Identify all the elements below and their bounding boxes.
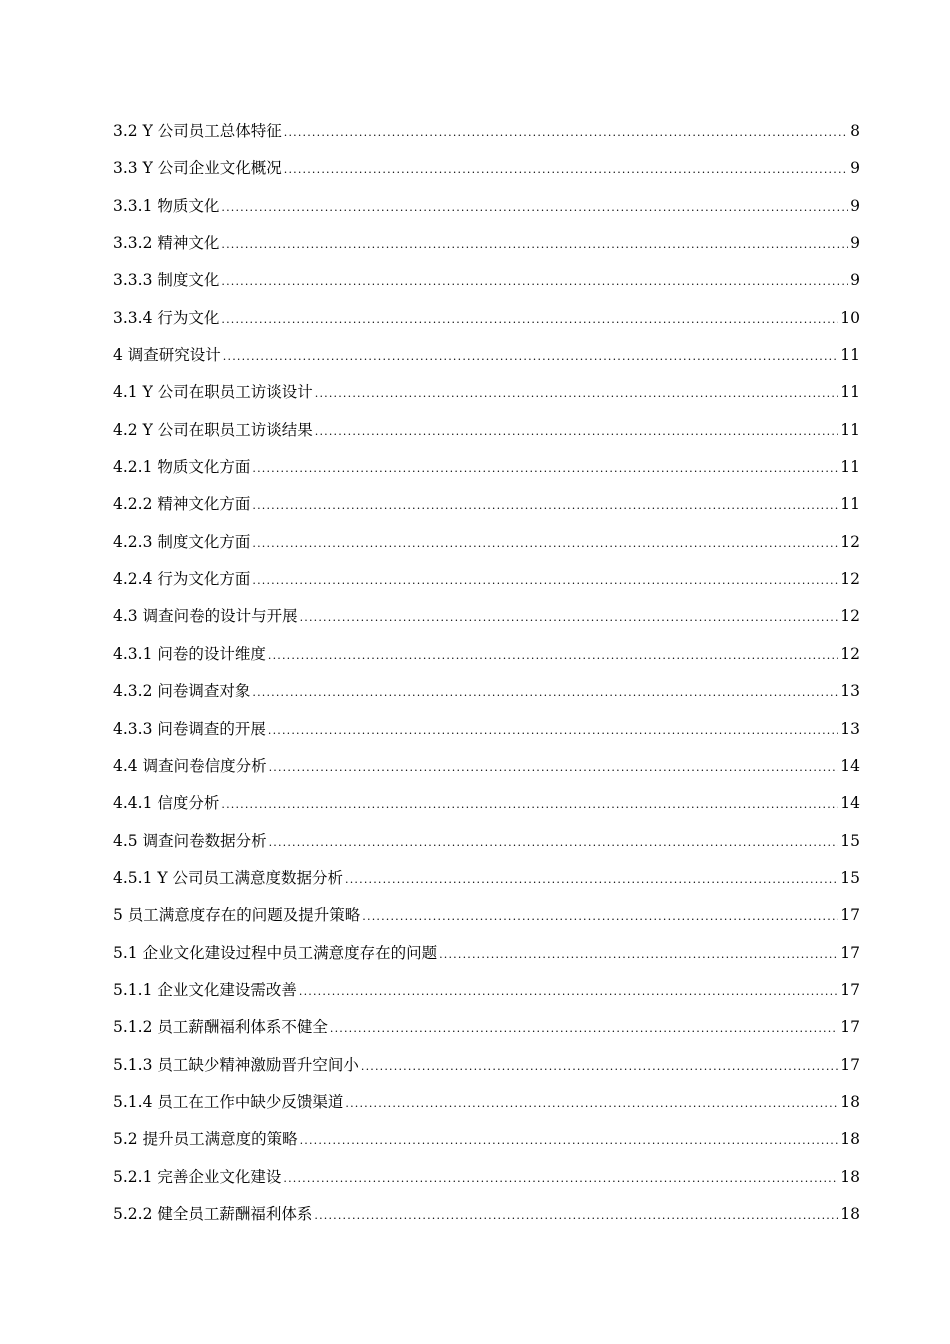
dot-leader	[221, 226, 848, 263]
dot-leader	[345, 1085, 838, 1122]
toc-entry-title: 4 调查研究设计	[113, 346, 221, 365]
toc-entry-title: 4.5.1 Y 公司员工满意度数据分析	[113, 868, 344, 887]
toc-entry-title: 4.5 调查问卷数据分析	[113, 831, 267, 850]
toc-entry[interactable]	[113, 150, 860, 187]
dot-leader	[269, 749, 839, 786]
toc-entry[interactable]	[113, 262, 860, 299]
toc-entry-page-number: 12	[840, 532, 860, 551]
toc-entry-page-number: 12	[840, 607, 860, 626]
dot-leader	[314, 1197, 838, 1234]
toc-entry-title: 5.1 企业文化建设过程中员工满意度存在的问题	[113, 943, 438, 962]
toc-entry[interactable]	[113, 860, 860, 897]
toc-entry-page-number: 12	[840, 644, 860, 663]
toc-entry[interactable]	[113, 225, 860, 262]
dot-leader	[252, 562, 838, 599]
toc-entry-page-number: 11	[840, 458, 860, 477]
toc-entry-page-number: 17	[840, 1018, 860, 1037]
toc-entry[interactable]	[113, 1159, 860, 1196]
toc-entry-page-number: 11	[840, 383, 860, 402]
toc-entry[interactable]	[113, 598, 860, 635]
dot-leader	[439, 936, 838, 973]
toc-entry[interactable]	[113, 711, 860, 748]
dot-leader	[361, 1048, 838, 1085]
toc-entry-title: 4.2.4 行为文化方面	[113, 570, 251, 589]
toc-entry-page-number: 14	[840, 794, 860, 813]
toc-entry-page-number: 17	[840, 906, 860, 925]
toc-entry[interactable]	[113, 1084, 860, 1121]
toc-entry-page-number: 15	[840, 831, 860, 850]
table-of-contents	[113, 113, 860, 1233]
toc-entry-title: 3.3 Y 公司企业文化概况	[113, 159, 282, 178]
toc-entry-title: 5.1.1 企业文化建设需改善	[113, 980, 297, 999]
toc-entry-page-number: 9	[850, 234, 860, 253]
toc-entry-title: 4.2.1 物质文化方面	[113, 458, 251, 477]
toc-entry[interactable]	[113, 524, 860, 561]
toc-entry-title: 5.1.2 员工薪酬福利体系不健全	[113, 1018, 328, 1037]
toc-entry-page-number: 18	[840, 1167, 860, 1186]
toc-entry-title: 5.1.4 员工在工作中缺少反馈渠道	[113, 1092, 344, 1111]
dot-leader	[362, 898, 838, 935]
toc-entry-page-number: 10	[840, 308, 860, 327]
toc-entry[interactable]	[113, 300, 860, 337]
toc-entry-page-number: 11	[840, 495, 860, 514]
toc-entry-title: 5.1.3 员工缺少精神激励晋升空间小	[113, 1055, 359, 1074]
toc-entry-title: 5.2 提升员工满意度的策略	[113, 1130, 298, 1149]
toc-entry[interactable]	[113, 972, 860, 1009]
dot-leader	[221, 189, 848, 226]
dot-leader	[221, 301, 838, 338]
toc-entry-page-number: 9	[850, 196, 860, 215]
toc-entry-page-number: 18	[840, 1204, 860, 1223]
toc-entry[interactable]	[113, 823, 860, 860]
toc-entry[interactable]	[113, 636, 860, 673]
toc-entry-page-number: 13	[840, 682, 860, 701]
toc-entry[interactable]	[113, 188, 860, 225]
dot-leader	[300, 1122, 839, 1159]
toc-entry-page-number: 13	[840, 719, 860, 738]
toc-entry-page-number: 15	[840, 868, 860, 887]
toc-entry-title: 4.3 调查问卷的设计与开展	[113, 607, 298, 626]
dot-leader	[221, 786, 838, 823]
toc-entry-title: 4.4.1 信度分析	[113, 794, 220, 813]
toc-entry[interactable]	[113, 1047, 860, 1084]
dot-leader	[315, 375, 839, 412]
toc-entry[interactable]	[113, 113, 860, 150]
toc-entry-title: 4.2.2 精神文化方面	[113, 495, 251, 514]
toc-entry-page-number: 17	[840, 943, 860, 962]
dot-leader	[300, 599, 839, 636]
toc-entry[interactable]	[113, 561, 860, 598]
dot-leader	[252, 525, 838, 562]
toc-entry-title: 4.3.1 问卷的设计维度	[113, 644, 266, 663]
toc-entry-title: 5 员工满意度存在的问题及提升策略	[113, 906, 361, 925]
dot-leader	[252, 674, 838, 711]
dot-leader	[269, 824, 839, 861]
dot-leader	[345, 861, 838, 898]
toc-entry[interactable]	[113, 374, 860, 411]
dot-leader	[283, 1160, 838, 1197]
toc-entry-title: 5.2.2 健全员工薪酬福利体系	[113, 1204, 313, 1223]
dot-leader	[284, 114, 848, 151]
toc-entry[interactable]	[113, 897, 860, 934]
dot-leader	[223, 338, 838, 375]
toc-entry[interactable]	[113, 673, 860, 710]
toc-entry-title: 3.3.2 精神文化	[113, 234, 220, 253]
dot-leader	[315, 413, 839, 450]
toc-entry-title: 3.3.4 行为文化	[113, 308, 220, 327]
toc-entry-page-number: 18	[840, 1130, 860, 1149]
toc-entry[interactable]	[113, 449, 860, 486]
toc-entry[interactable]	[113, 935, 860, 972]
toc-entry[interactable]	[113, 785, 860, 822]
dot-leader	[221, 263, 848, 300]
toc-entry-title: 3.3.1 物质文化	[113, 196, 220, 215]
toc-entry-page-number: 14	[840, 756, 860, 775]
toc-entry-title: 3.2 Y 公司员工总体特征	[113, 122, 282, 140]
toc-entry[interactable]	[113, 486, 860, 523]
toc-entry-page-number: 8	[850, 122, 860, 140]
toc-entry-title: 4.3.2 问卷调查对象	[113, 682, 251, 701]
toc-entry-page-number: 9	[850, 271, 860, 290]
dot-leader	[299, 973, 838, 1010]
toc-entry-title: 4.4 调查问卷信度分析	[113, 756, 267, 775]
toc-entry-page-number: 11	[840, 420, 860, 439]
toc-entry-page-number: 17	[840, 1055, 860, 1074]
toc-entry-title: 4.1 Y 公司在职员工访谈设计	[113, 383, 313, 402]
dot-leader	[268, 637, 838, 674]
toc-entry[interactable]	[113, 412, 860, 449]
toc-entry-page-number: 9	[850, 159, 860, 178]
dot-leader	[330, 1010, 838, 1047]
toc-entry[interactable]	[113, 748, 860, 785]
toc-entry[interactable]	[113, 1009, 860, 1046]
toc-entry[interactable]	[113, 337, 860, 374]
dot-leader	[252, 487, 838, 524]
toc-entry[interactable]	[113, 1121, 860, 1158]
toc-entry-title: 3.3.3 制度文化	[113, 271, 220, 290]
dot-leader	[284, 151, 848, 188]
dot-leader	[252, 450, 838, 487]
toc-entry-title: 4.2 Y 公司在职员工访谈结果	[113, 420, 313, 439]
toc-entry-title: 4.2.3 制度文化方面	[113, 532, 251, 551]
toc-entry-title: 5.2.1 完善企业文化建设	[113, 1167, 282, 1186]
dot-leader	[268, 712, 838, 749]
toc-entry[interactable]	[113, 1196, 860, 1233]
toc-entry-page-number: 17	[840, 980, 860, 999]
toc-entry-page-number: 12	[840, 570, 860, 589]
toc-entry-page-number: 11	[840, 346, 860, 365]
toc-entry-page-number: 18	[840, 1092, 860, 1111]
toc-entry-title: 4.3.3 问卷调查的开展	[113, 719, 266, 738]
